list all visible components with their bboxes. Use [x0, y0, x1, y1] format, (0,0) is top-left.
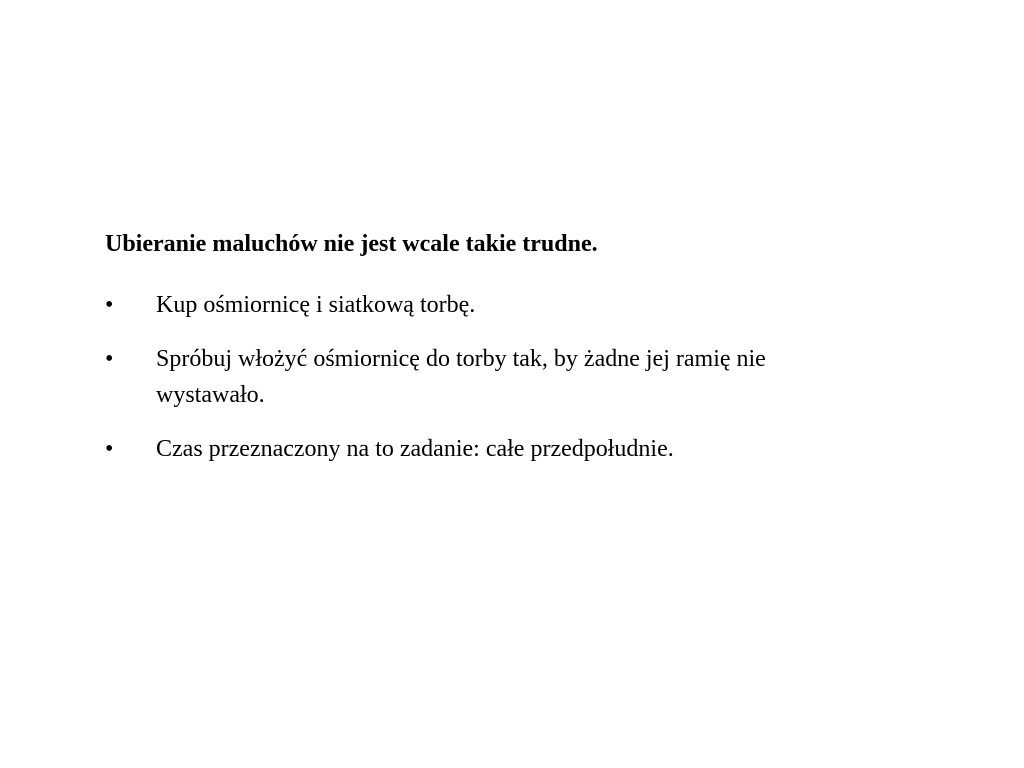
bullet-item: [105, 287, 865, 323]
slide-heading: Ubieranie maluchów nie jest wcale takie trudne.: [105, 231, 598, 257]
bullet-item: [105, 341, 865, 413]
bullet-item: [105, 431, 865, 467]
bullet-list: [105, 287, 865, 485]
bullet-text: Kup ośmiornicę i siatkową torbę.: [156, 292, 476, 318]
bullet-icon: •: [105, 292, 114, 318]
bullet-icon: •: [105, 346, 114, 372]
bullet-text: Spróbuj włożyć ośmiornicę do torby tak, by żadne jej ramię nie wystawało.: [156, 346, 766, 408]
bullet-icon: •: [105, 436, 114, 462]
bullet-text: Czas przeznaczony na to zadanie: całe przedpołudnie.: [156, 436, 674, 462]
